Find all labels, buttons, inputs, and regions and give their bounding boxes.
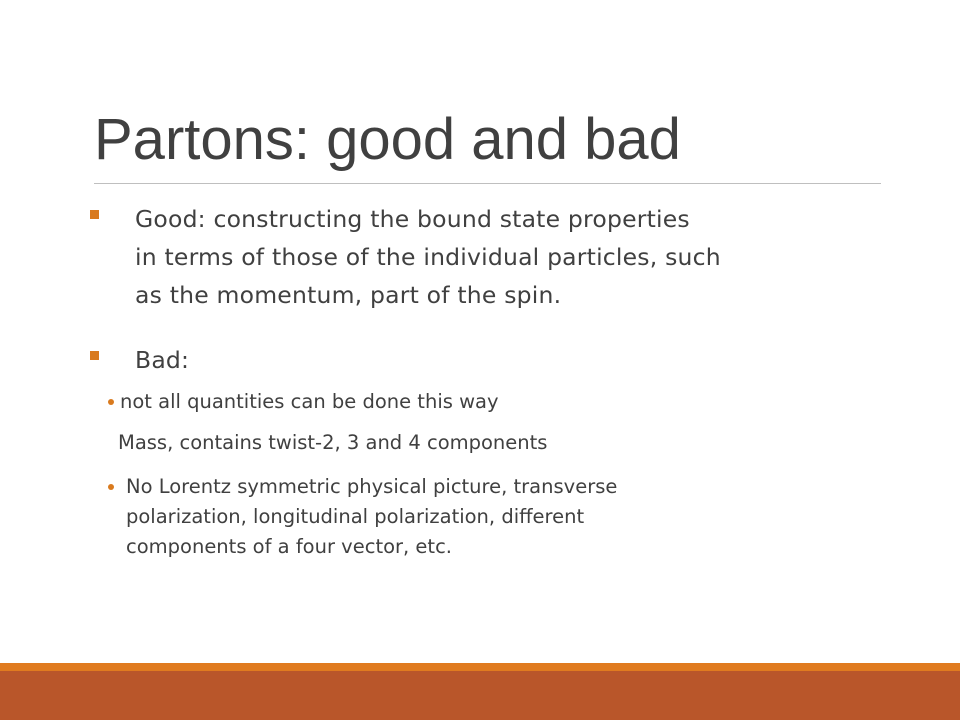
bullet-good-line-2: in terms of those of the individual particles, such bbox=[135, 243, 721, 271]
subitem-text: not all quantities can be done this way bbox=[120, 390, 499, 413]
subitem-line-1: No Lorentz symmetric physical picture, transverse bbox=[126, 475, 618, 498]
bullet-good-line-1: Good: constructing the bound state properties bbox=[135, 205, 690, 233]
subitem-mass: Mass, contains twist-2, 3 and 4 components bbox=[118, 431, 548, 454]
bullet-bad-label: Bad: bbox=[135, 346, 190, 374]
title-divider bbox=[94, 183, 881, 184]
bullet-good-line-3: as the momentum, part of the spin. bbox=[135, 281, 562, 309]
slide-title: Partons: good and bad bbox=[94, 107, 681, 172]
subitem-line-3: components of a four vector, etc. bbox=[126, 535, 452, 558]
dot-bullet-icon bbox=[108, 399, 114, 405]
square-bullet-icon bbox=[90, 210, 99, 219]
dot-bullet-icon bbox=[108, 484, 114, 490]
footer-band bbox=[0, 671, 960, 720]
square-bullet-icon bbox=[90, 351, 99, 360]
subitem-line-2: polarization, longitudinal polarization, different bbox=[126, 505, 585, 528]
bullet-good-text bbox=[135, 200, 865, 314]
subitem-text bbox=[126, 472, 816, 562]
footer-accent-line bbox=[0, 663, 960, 671]
